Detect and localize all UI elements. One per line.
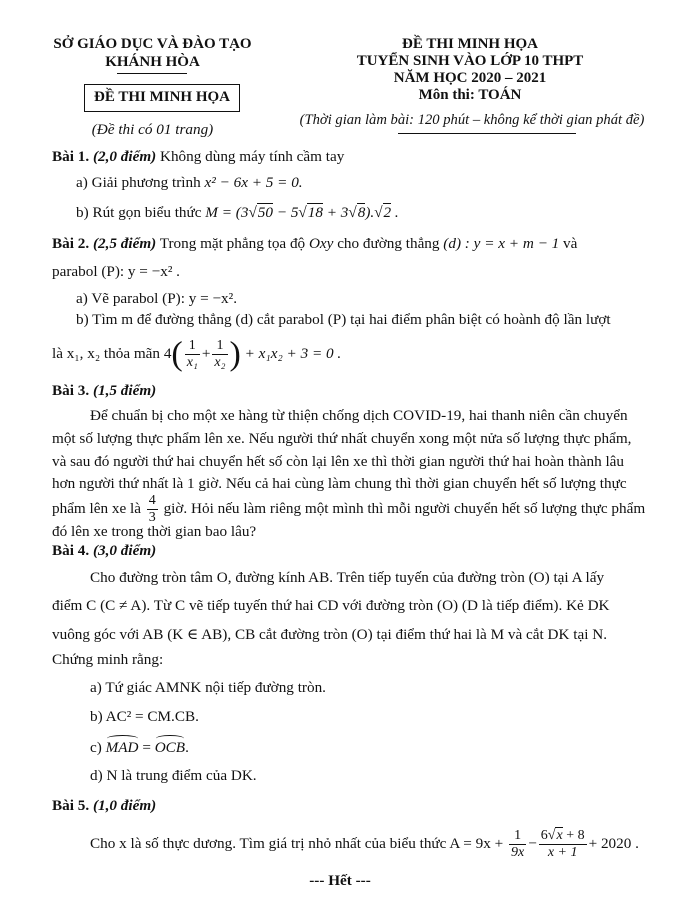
problem-4d: d) N là trung điểm của DK. xyxy=(90,767,257,784)
problem-4b: b) AC² = CM.CB. xyxy=(90,708,199,725)
province-name: KHÁNH HÒA xyxy=(105,54,200,70)
subject: Môn thi: TOÁN xyxy=(418,87,522,103)
problem-4-line-4: Chứng minh rằng: xyxy=(52,651,164,668)
problem-1a: a) Giải phương trình x² − 6x + 5 = 0. xyxy=(76,174,303,191)
exam-title: ĐỀ THI MINH HỌA xyxy=(402,36,538,52)
problem-3-heading: Bài 3. (1,5 điểm) xyxy=(52,382,157,399)
problem-1b: b) Rút gọn biểu thức M = (3√50 − 5√18 + 3√8).√2 . xyxy=(76,204,399,221)
province-underline xyxy=(117,73,187,74)
problem-2-parabol: parabol (P): y = −x² . xyxy=(52,263,180,280)
page-count-note: (Đề thi có 01 trang) xyxy=(91,121,214,138)
problem-2-heading: Bài 2. (2,5 điểm) Trong mặt phẳng tọa độ Oxy cho đường thẳng (d) : y = x + m − 1 và xyxy=(52,235,578,252)
problem-3-line-3: và sau đó người thứ hai chuyển hết số còn lại lên xe thì thời gian người thứ hai hoàn thành lâu xyxy=(52,453,625,470)
end-marker: --- Hết --- xyxy=(309,872,371,889)
problem-2b: b) Tìm m để đường thẳng (d) cắt parabol (P) tại hai điểm phân biệt có hoành độ lần lượt xyxy=(76,311,611,328)
problem-4-line-2: điểm C (C ≠ A). Từ C vẽ tiếp tuyến thứ hai CD với đường tròn (O) (D là tiếp điểm). Kẻ DK xyxy=(52,597,610,614)
problem-4c: c) MAD = OCB. xyxy=(90,739,189,756)
problem-1-heading: Bài 1. (2,0 điểm) Không dùng máy tính cầm tay xyxy=(52,148,345,165)
exam-subtitle: TUYỂN SINH VÀO LỚP 10 THPT xyxy=(356,53,584,69)
exam-type-box: ĐỀ THI MINH HỌA xyxy=(84,84,240,112)
problem-4-heading: Bài 4. (3,0 điểm) xyxy=(52,542,157,559)
school-year: NĂM HỌC 2020 – 2021 xyxy=(393,70,547,86)
department-name: SỞ GIÁO DỤC VÀ ĐÀO TẠO xyxy=(53,36,252,52)
problem-3-line-2: một số lượng thực phẩm lên xe. Nếu người thứ nhất chuyển xong một nửa số lượng thực phẩm, xyxy=(52,430,632,447)
problem-4-line-3: vuông góc với AB (K ∈ AB), CB cắt đường tròn (O) tại điểm thứ hai là M và cắt DK tại N. xyxy=(52,626,607,643)
problem-4a: a) Tứ giác AMNK nội tiếp đường tròn. xyxy=(90,679,326,696)
problem-4-line-1: Cho đường tròn tâm O, đường kính AB. Trên tiếp tuyến của đường tròn (O) tại A lấy xyxy=(90,569,605,586)
problem-3-line-4: hơn người thứ nhất là 1 giờ. Nếu cả hai cùng làm chung thì thời gian chuyển hết số lượng thực xyxy=(52,475,627,492)
problem-3-line-6: đó lên xe trong thời gian bao lâu? xyxy=(52,523,257,540)
problem-3-line-5: phẩm lên xe là $\frac{4}{3}$ giờ. Hỏi nếu làm riêng một mình thì mỗi người chuyển hết số lượng thực phẩm xyxy=(52,493,646,526)
problem-2a: a) Vẽ parabol (P): y = −x². xyxy=(76,290,238,307)
problem-5-heading: Bài 5. (1,0 điểm) xyxy=(52,797,157,814)
time-note: (Thời gian làm bài: 120 phút – không kể thời gian phát đề) xyxy=(299,112,645,128)
problem-5-body: Cho x là số thực dương. Tìm giá trị nhỏ nhất của biểu thức A = 9x + $\frac{1}{9x}$ − $\frac{6√x + 8}{x + 1}$ + 2020 . xyxy=(90,828,639,861)
problem-3-line-1: Để chuẩn bị cho một xe hàng từ thiện chống dịch COVID-19, hai thanh niên cần chuyển xyxy=(90,407,628,424)
problem-2b-condition: là x₁, x₂ thỏa mãn 4( $\frac{1}{\text{x₁}}$ + $\frac{1}{\text{x₂}}$ ) + x₁x₂ + 3 = 0 . xyxy=(52,335,342,373)
time-note-underline xyxy=(398,133,576,134)
